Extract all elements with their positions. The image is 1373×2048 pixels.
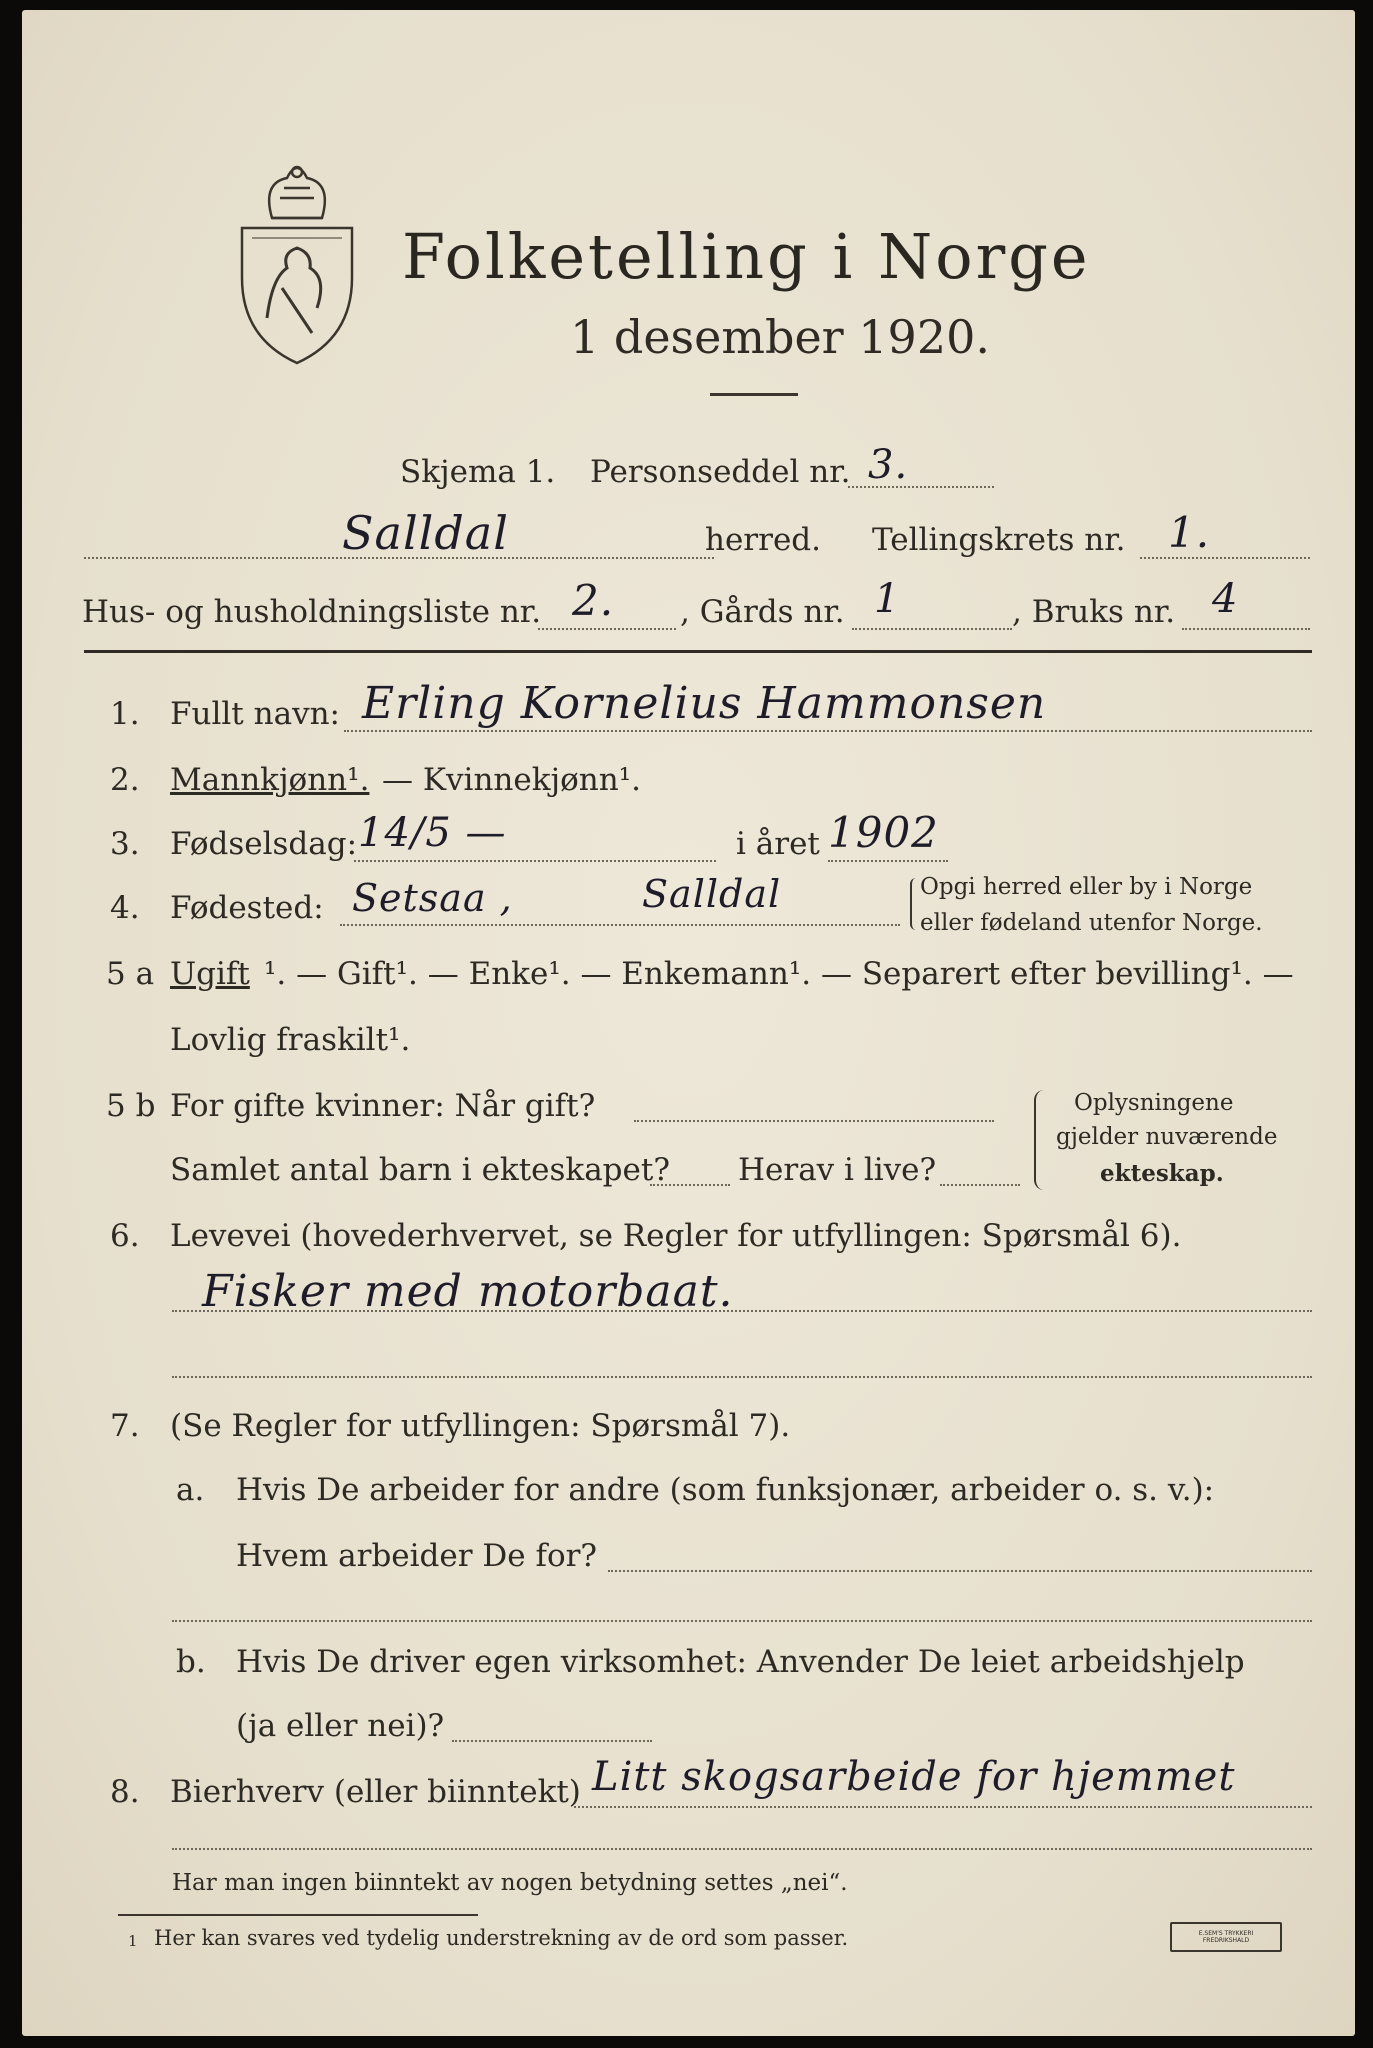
bruks-label: , Bruks nr. — [1012, 594, 1176, 630]
q7-number: 7. — [110, 1408, 140, 1444]
footnote-text: Her kan svares ved tydelig understrekning av de ord som passer. — [154, 1926, 849, 1950]
q8-dots — [574, 1806, 1312, 1808]
q5a-unmarried-option[interactable]: Ugift — [170, 956, 250, 992]
gards-dots — [852, 628, 1012, 630]
q6-number: 6. — [110, 1218, 140, 1254]
herred-value[interactable]: Salldal — [342, 506, 509, 560]
printer-stamp-text: E.SEM'S TRYKKERI FREDRIKSHALD — [1198, 1930, 1254, 1944]
q7-label: (Se Regler for utfyllingen: Spørsmål 7). — [170, 1408, 791, 1444]
coat-of-arms-icon — [232, 158, 362, 368]
q1-label: Fullt navn: — [170, 696, 340, 732]
q5a-number: 5 a — [106, 956, 155, 992]
form-title: Folketelling i Norge — [402, 220, 1091, 293]
q5b-line-2a: Samlet antal barn i ekteskapet? — [170, 1152, 670, 1188]
q3-birthday[interactable]: 14/5 — — [358, 810, 507, 856]
q5b-line-1: For gifte kvinner: Når gift? — [170, 1088, 596, 1124]
hus-dots — [538, 628, 676, 630]
herred-label: herred. — [705, 522, 821, 558]
tellingskrets-dots — [1140, 557, 1310, 559]
personseddel-value[interactable]: 3. — [868, 442, 909, 488]
q7a-letter: a. — [176, 1472, 205, 1508]
q5b-children-dots — [650, 1184, 730, 1186]
hus-label: Hus- og husholdningsliste nr. — [82, 594, 542, 630]
bruks-value[interactable]: 4 — [1212, 576, 1239, 622]
q5b-note-2: gjelder nuværende — [1056, 1124, 1278, 1150]
bruks-dots — [1182, 628, 1310, 630]
footnote-rule — [118, 1914, 478, 1916]
q5b-note-1: Oplysningene — [1074, 1090, 1234, 1116]
census-date: 1 desember 1920. — [570, 310, 990, 364]
q8-dots-2 — [172, 1848, 1312, 1850]
q7b-dots — [452, 1740, 652, 1742]
q4-birthplace-2[interactable]: Salldal — [642, 872, 782, 916]
q7a-question: Hvem arbeider De for? — [236, 1538, 598, 1574]
q7a-dots-1 — [608, 1570, 1312, 1572]
q5b-note-3: ekteskap. — [1100, 1160, 1224, 1187]
skjema-label: Skjema 1. — [400, 454, 556, 490]
q6-dots-2 — [172, 1376, 1312, 1378]
q4-brace — [910, 878, 918, 930]
q2-number: 2. — [110, 762, 140, 798]
q1-dots — [344, 730, 1312, 732]
q2-male-option[interactable]: Mannkjønn¹. — [170, 762, 370, 798]
q5a-other-options: ¹. — Gift¹. — Enke¹. — Enkemann¹. — Separert efter bevilling¹. — — [264, 956, 1294, 992]
q7b-letter: b. — [176, 1644, 206, 1680]
q6-occupation[interactable]: Fisker med motorbaat. — [202, 1266, 734, 1317]
q3-label: Fødselsdag: — [170, 826, 358, 862]
q5b-married-dots — [634, 1120, 994, 1122]
q7b-text: Hvis De driver egen virksomhet: Anvender De leiet arbeidshjelp — [236, 1644, 1245, 1680]
q8-secondary-income[interactable]: Litt skogsarbeide for hjemmet — [592, 1754, 1236, 1800]
footnote-mark: 1 — [128, 1932, 138, 1950]
q7b-question: (ja eller nei)? — [236, 1708, 445, 1744]
q8-label: Bierhverv (eller biinntekt) — [170, 1774, 581, 1810]
q4-note-2: eller fødeland utenfor Norge. — [920, 910, 1263, 936]
q4-dots — [340, 924, 900, 926]
q6-dots-1 — [172, 1310, 1312, 1312]
q3-number: 3. — [110, 826, 140, 862]
q5b-line-2b: Herav i live? — [738, 1152, 937, 1188]
q5b-brace — [1034, 1090, 1046, 1190]
q3-year-label: i året — [736, 826, 820, 862]
hus-value[interactable]: 2. — [572, 576, 615, 625]
q8-number: 8. — [110, 1774, 140, 1810]
q4-number: 4. — [110, 890, 140, 926]
gards-value[interactable]: 1 — [874, 576, 901, 622]
q3-birth-year[interactable]: 1902 — [828, 808, 939, 857]
gards-label: , Gårds nr. — [680, 594, 845, 630]
q7a-dots-2 — [172, 1620, 1312, 1622]
q4-birthplace-1[interactable]: Setsaa , — [352, 876, 513, 920]
tellingskrets-label: Tellingskrets nr. — [872, 522, 1126, 558]
census-form-sheet — [22, 10, 1355, 2036]
q5b-alive-dots — [940, 1184, 1020, 1186]
q1-full-name[interactable]: Erling Kornelius Hammonsen — [362, 678, 1047, 729]
q5a-line-2: Lovlig fraskilt¹. — [170, 1022, 411, 1058]
personseddel-label: Personseddel nr. — [590, 454, 851, 490]
q4-label: Fødested: — [170, 890, 324, 926]
q3-dots — [354, 860, 716, 862]
q2-other-options: — Kvinnekjønn¹. — [382, 762, 641, 798]
q5b-number: 5 b — [106, 1088, 156, 1124]
q3-year-dots — [828, 860, 948, 862]
title-divider — [710, 393, 798, 396]
tellingskrets-value[interactable]: 1. — [1168, 508, 1211, 557]
q6-label: Levevei (hovederhvervet, se Regler for utfyllingen: Spørsmål 6). — [170, 1218, 1182, 1254]
printer-stamp — [1170, 1922, 1282, 1952]
header-rule — [84, 650, 1312, 653]
q7a-text: Hvis De arbeider for andre (som funksjonær, arbeider o. s. v.): — [236, 1472, 1215, 1508]
q1-number: 1. — [110, 696, 140, 732]
nei-note: Har man ingen biinntekt av nogen betydning settes „nei“. — [172, 1870, 848, 1896]
q4-note-1: Opgi herred eller by i Norge — [920, 874, 1253, 900]
